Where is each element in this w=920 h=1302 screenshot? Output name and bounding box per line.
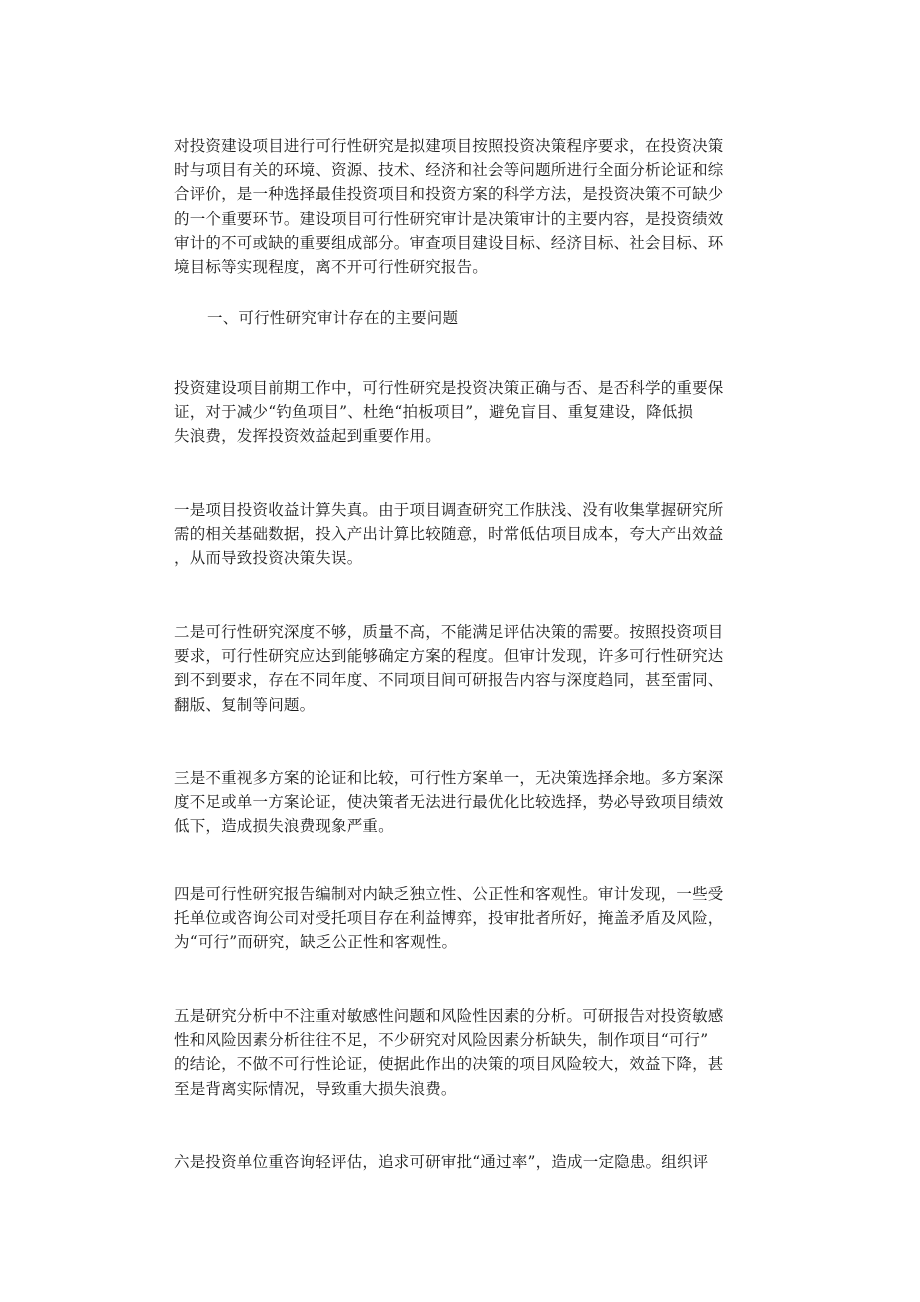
text-line: 需的相关基础数据，投入产出计算比较随意，时常低估项目成本，夸大产出效益 [174,525,724,544]
text-line: 六是投资单位重咨询轻评估，追求可研审批“通过率”，造成一定隐患。组织评 [174,1153,709,1171]
heading-line: 一、可行性研究审计存在的主要问题 [207,309,459,327]
text-line: 托单位或咨询公司对受托项目存在利益博弈，投审批者所好，掩盖矛盾及风险， [174,909,724,928]
text-line: 时与项目有关的环境、资源、技术、经济和社会等问题所进行全面分析论证和综 [174,161,724,180]
text-line: 要求，可行性研究应达到能够确定方案的程度。但审计发现，许多可行性研究达 [174,647,724,666]
text-line: 证，对于减少“钓鱼项目”、杜绝“拍板项目”，避免盲目、重复建设，降低损 [174,403,694,422]
background-paragraph [174,376,748,449]
issue-2-paragraph [174,620,748,717]
text-line: 到不到要求，存在不同年度、不同项目间可研报告内容与深度趋同，甚至雷同、 [174,671,724,690]
text-line: ，从而导致投资决策失误。 [174,549,363,568]
text-line: 为“可行”而研究，缺乏公正性和客观性。 [174,933,458,952]
text-line: 审计的不可或缺的重要组成部分。审查项目建设目标、经济目标、社会目标、环 [174,233,724,252]
text-line: 四是可行性研究报告编制对内缺乏独立性、公正性和客观性。审计发现，一些受 [174,885,724,903]
issue-6-paragraph [174,1150,748,1174]
text-line: 至是背离实际情况，导致重大损失浪费。 [174,1079,457,1098]
text-line: 性和风险因素分析往往不足，不少研究对风险因素分析缺失，制作项目“可行” [174,1031,709,1050]
text-line: 五是研究分析中不注重对敏感性问题和风险性因素的分析。可研报告对投资敏感 [174,1007,724,1025]
section-heading [207,306,781,330]
issue-4-paragraph [174,882,748,955]
text-line: 一是项目投资收益计算失真。由于项目调查研究工作肤浅、没有收集掌握研究所 [174,501,724,519]
text-line: 度不足或单一方案论证，使决策者无法进行最优化比较选择，势必导致项目绩效 [174,793,724,812]
text-line: 境目标等实现程度，离不开可行性研究报告。 [174,257,489,276]
text-line: 失浪费，发挥投资效益起到重要作用。 [174,427,441,446]
text-line: 的结论，不做不可行性论证，使据此作出的决策的项目风险较大，效益下降，甚 [174,1055,724,1074]
text-line: 三是不重视多方案的论证和比较，可行性方案单一，无决策选择余地。多方案深 [174,769,724,787]
issue-1-paragraph [174,498,748,571]
issue-5-paragraph [174,1004,748,1101]
text-line: 对投资建设项目进行可行性研究是拟建项目按照投资决策程序要求，在投资决策 [174,137,724,155]
text-line: 合评价，是一种选择最佳投资项目和投资方案的科学方法，是投资决策不可缺少 [174,185,724,204]
text-line: 投资建设项目前期工作中，可行性研究是投资决策正确与否、是否科学的重要保 [174,379,724,397]
text-line: 翻版、复制等问题。 [174,695,316,714]
issue-3-paragraph [174,766,748,839]
text-line: 的一个重要环节。建设项目可行性研究审计是决策审计的主要内容，是投资绩效 [174,209,724,228]
text-line: 二是可行性研究深度不够，质量不高，不能满足评估决策的需要。按照投资项目 [174,623,724,641]
text-line: 低下，造成损失浪费现象严重。 [174,817,394,836]
intro-paragraph [174,134,748,279]
